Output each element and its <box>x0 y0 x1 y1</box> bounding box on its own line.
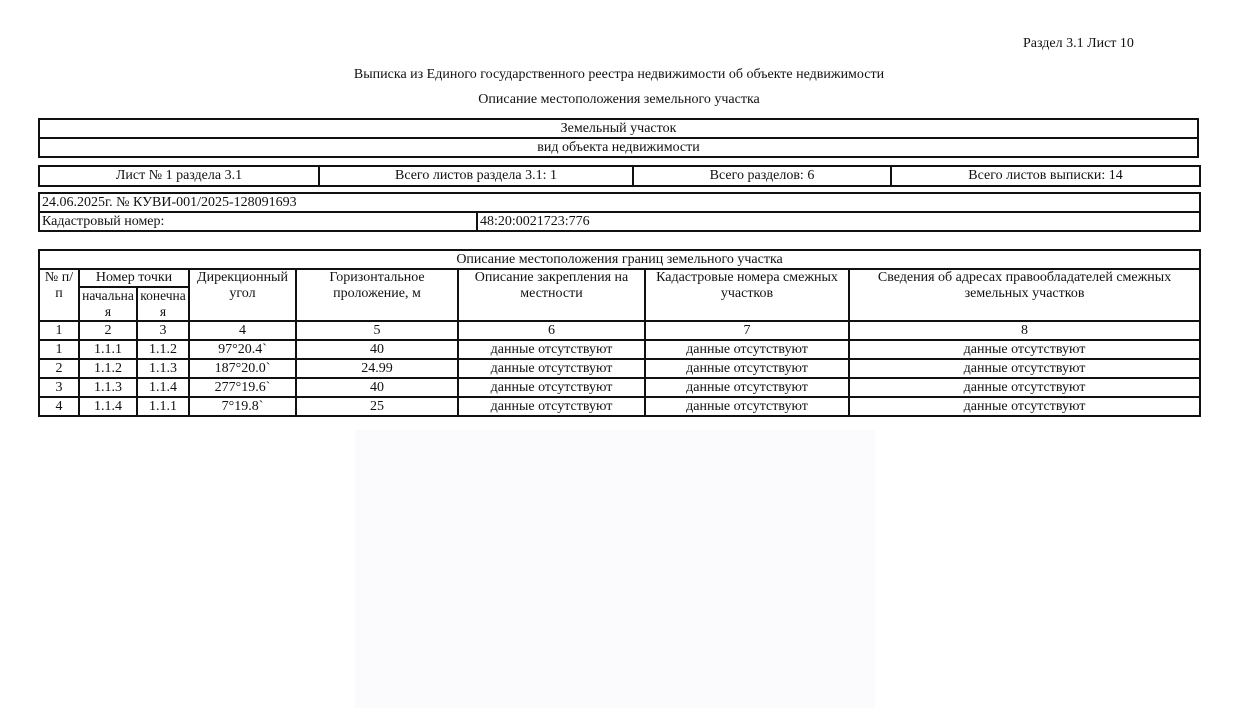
cell-fixing: данные отсутствуют <box>458 397 645 416</box>
identification-table <box>38 192 1201 232</box>
extract-sheets-total: Всего листов выписки: 14 <box>891 166 1200 186</box>
cell-owners: данные отсутствуют <box>849 397 1200 416</box>
cell-start: 1.1.1 <box>79 340 137 359</box>
col-header-owners: Сведения об адресах правообладателей смежных земельных участков <box>849 269 1200 321</box>
cell-fixing: данные отсутствуют <box>458 340 645 359</box>
object-type: Земельный участок <box>39 119 1198 138</box>
cell-adjacent: данные отсутствуют <box>645 378 849 397</box>
document-title: Выписка из Единого государственного реестра недвижимости об объекте недвижимости <box>353 67 885 82</box>
sheet-number: Лист № 1 раздела 3.1 <box>39 166 319 186</box>
col-number: 8 <box>849 321 1200 340</box>
cell-num: 1 <box>39 340 79 359</box>
table-row <box>39 340 1200 359</box>
col-number: 1 <box>39 321 79 340</box>
object-type-table <box>38 118 1199 158</box>
cell-num: 3 <box>39 378 79 397</box>
col-header-distance: Горизонтальное проложение, м <box>296 269 458 321</box>
boundaries-title: Описание местоположения границ земельного участка <box>39 250 1200 269</box>
cell-end: 1.1.1 <box>137 397 189 416</box>
cell-owners: данные отсутствуют <box>849 340 1200 359</box>
col-number: 3 <box>137 321 189 340</box>
col-header-fixing: Описание закрепления на местности <box>458 269 645 321</box>
col-number: 7 <box>645 321 849 340</box>
cadastral-number-label: Кадастровый номер: <box>39 212 477 231</box>
cell-owners: данные отсутствуют <box>849 359 1200 378</box>
cell-distance: 24.99 <box>296 359 458 378</box>
cell-owners: данные отсутствуют <box>849 378 1200 397</box>
cell-angle: 277°19.6` <box>189 378 296 397</box>
col-header-num: № п/п <box>39 269 79 321</box>
cell-adjacent: данные отсутствуют <box>645 359 849 378</box>
cell-angle: 187°20.0` <box>189 359 296 378</box>
object-kind-label: вид объекта недвижимости <box>39 138 1198 157</box>
cell-angle: 97°20.4` <box>189 340 296 359</box>
cell-adjacent: данные отсутствуют <box>645 397 849 416</box>
cell-fixing: данные отсутствуют <box>458 359 645 378</box>
cell-end: 1.1.3 <box>137 359 189 378</box>
cell-start: 1.1.3 <box>79 378 137 397</box>
cell-start: 1.1.2 <box>79 359 137 378</box>
col-header-adjacent: Кадастровые номера смежных участков <box>645 269 849 321</box>
cadastral-number-value: 48:20:0021723:776 <box>477 212 1200 231</box>
col-header-point-end: конечная <box>137 287 189 321</box>
cell-num: 2 <box>39 359 79 378</box>
col-number: 5 <box>296 321 458 340</box>
table-row <box>39 378 1200 397</box>
document-subtitle: Описание местоположения земельного участка <box>478 92 760 107</box>
table-row <box>39 359 1200 378</box>
cell-angle: 7°19.8` <box>189 397 296 416</box>
cell-adjacent: данные отсутствуют <box>645 340 849 359</box>
cell-end: 1.1.4 <box>137 378 189 397</box>
col-number: 4 <box>189 321 296 340</box>
cell-distance: 25 <box>296 397 458 416</box>
col-header-angle: Дирекционный угол <box>189 269 296 321</box>
col-header-point-start: начальная <box>79 287 137 321</box>
cell-num: 4 <box>39 397 79 416</box>
section-reference: Раздел 3.1 Лист 10 <box>1023 36 1134 51</box>
cell-distance: 40 <box>296 378 458 397</box>
sections-total: Всего разделов: 6 <box>633 166 891 186</box>
col-number: 2 <box>79 321 137 340</box>
col-header-point: Номер точки <box>79 269 189 287</box>
cell-start: 1.1.4 <box>79 397 137 416</box>
boundaries-table <box>38 249 1201 417</box>
date-and-number: 24.06.2025г. № КУВИ-001/2025-128091693 <box>39 193 1200 212</box>
cell-fixing: данные отсутствуют <box>458 378 645 397</box>
section-sheets-total: Всего листов раздела 3.1: 1 <box>319 166 633 186</box>
page-background-shade <box>355 430 875 708</box>
cell-distance: 40 <box>296 340 458 359</box>
col-number: 6 <box>458 321 645 340</box>
table-row <box>39 397 1200 416</box>
sheet-info-table <box>38 165 1201 187</box>
cell-end: 1.1.2 <box>137 340 189 359</box>
